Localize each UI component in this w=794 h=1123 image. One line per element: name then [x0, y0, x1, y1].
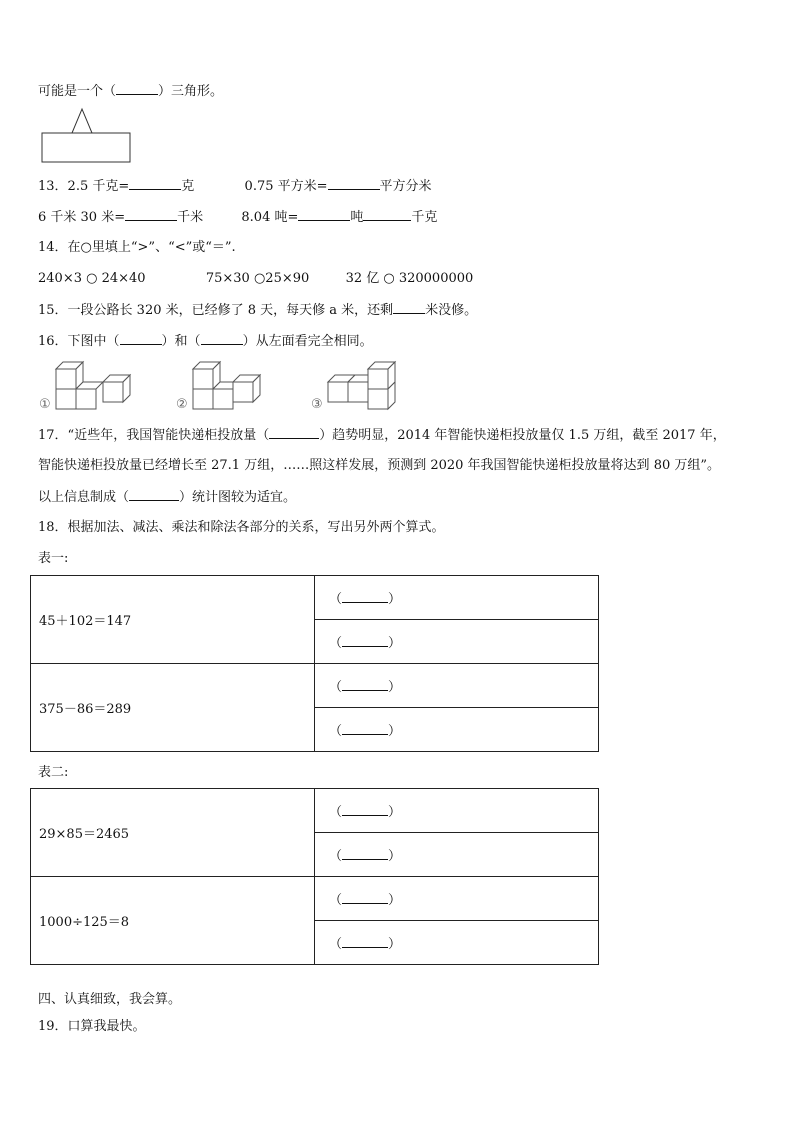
- q13-blank-2[interactable]: [328, 177, 380, 190]
- table-2: [30, 788, 599, 965]
- q13-blank-5[interactable]: [363, 208, 411, 221]
- table1-eq-2: 375－86＝289: [31, 664, 315, 752]
- q12-blank[interactable]: [116, 82, 158, 95]
- table2-answer[interactable]: （ ）: [315, 921, 599, 965]
- q19: 19．口算我最快。: [38, 1019, 146, 1034]
- table2-label: 表二:: [38, 765, 69, 780]
- table1-eq-1: 45＋102＝147: [31, 576, 315, 664]
- q12-tail: 可能是一个（ ）三角形。: [38, 84, 224, 99]
- q17-blank-2[interactable]: [129, 488, 179, 501]
- q15-blank[interactable]: [393, 301, 425, 314]
- q12-figure: [40, 106, 134, 164]
- q13-blank-1[interactable]: [129, 177, 181, 190]
- table2-eq-1: 29×85＝2465: [31, 789, 315, 877]
- q16-label-3: ③: [311, 397, 323, 412]
- q14-stem: 14．在○里填上“>”、“<”或“＝”.: [38, 240, 236, 255]
- table2-answer[interactable]: （ ）: [315, 833, 599, 877]
- q13-line2: 6 千米 30 米= 千米 8.04 吨= 吨 千克: [38, 210, 438, 225]
- table-1: [30, 575, 599, 752]
- q16-cube-figures: [36, 358, 406, 414]
- q17-blank-1[interactable]: [269, 426, 319, 439]
- q16-blank-2[interactable]: [201, 332, 243, 345]
- table2-answer[interactable]: （ ）: [315, 789, 599, 833]
- q16-label-1: ①: [39, 397, 51, 412]
- table1-answer[interactable]: （ ）: [315, 664, 599, 708]
- q17-line3: 以上信息制成（ ）统计图较为适宜。: [38, 490, 297, 505]
- q14-items: 240×3 ○ 24×40 75×30 ○25×90 32 亿 ○ 320000000: [38, 271, 474, 286]
- q18-stem: 18．根据加法、减法、乘法和除法各部分的关系，写出另外两个算式。: [38, 520, 445, 535]
- section-4-heading: 四、认真细致，我会算。: [38, 992, 182, 1007]
- table1-answer[interactable]: （ ）: [315, 576, 599, 620]
- q16-blank-1[interactable]: [120, 332, 162, 345]
- table1-label: 表一:: [38, 551, 69, 566]
- q16: 16．下图中（ ）和（ ）从左面看完全相同。: [38, 334, 373, 349]
- q13-blank-3[interactable]: [125, 208, 177, 221]
- table2-answer[interactable]: （ ）: [315, 877, 599, 921]
- table1-answer[interactable]: （ ）: [315, 708, 599, 752]
- q16-label-2: ②: [176, 397, 188, 412]
- q15: 15．一段公路长 320 米，已经修了 8 天，每天修 a 米，还剩 米没修。: [38, 303, 478, 318]
- q13-blank-4[interactable]: [298, 208, 350, 221]
- table2-eq-2: 1000÷125＝8: [31, 877, 315, 965]
- table1-answer[interactable]: （ ）: [315, 620, 599, 664]
- q17-line2: 智能快递柜投放量已经增长至 27.1 万组，……照这样发展，预测到 2020 年我国智能快递柜投放量将达到 80 万组”。: [38, 458, 721, 473]
- q17-line1: 17．“近些年，我国智能快递柜投放量（ ）趋势明显，2014 年智能快递柜投放量仅 1.5 万组，截至 2017 年，: [38, 428, 726, 443]
- q13-line1: 13．2.5 千克= 克 0.75 平方米= 平方分米: [38, 179, 432, 194]
